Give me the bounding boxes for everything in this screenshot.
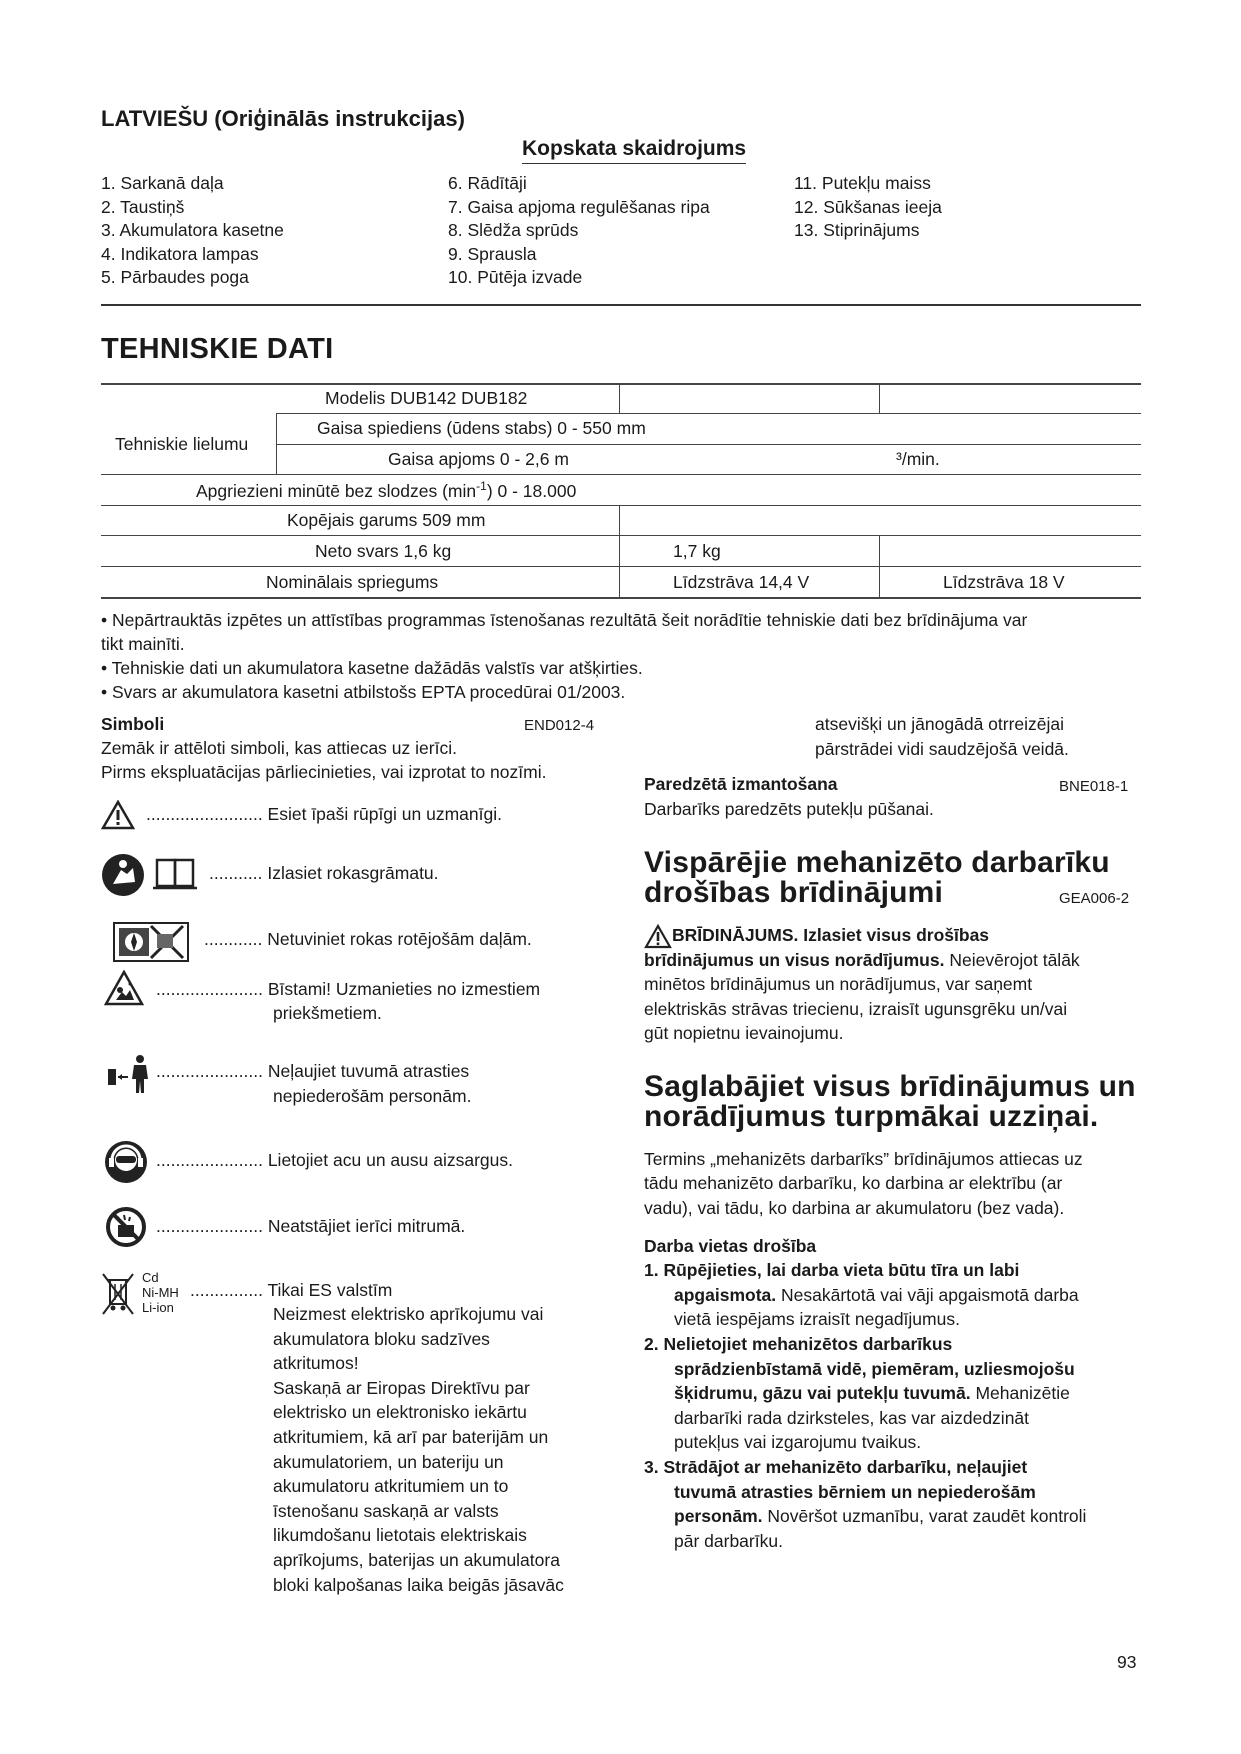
rule-2-line-3: šķidrumu, gāzu vai putekļu tuvumā. Mehanizētie: [674, 1383, 1070, 1403]
tech-table: [101, 383, 1141, 601]
general-safety-title-2: drošības brīdinājumi: [644, 876, 944, 909]
warning-icon: [644, 924, 672, 949]
symbol-text-moisture: ...................... Neatstājiet ierīci mitrumā.: [156, 1216, 466, 1236]
warning-triangle-icon: [101, 800, 135, 830]
table-line: [101, 505, 1141, 506]
rule-2-line-2: sprādzienbīstamā vidē, piemēram, uzliesmojošu: [674, 1359, 1075, 1379]
rule-3-line-2: tuvumā atrasties bērniem un nepiederošām: [674, 1482, 1036, 1502]
no-moisture-icon: [106, 1207, 146, 1247]
eu-text-line: akumulatoriem, un bateriju un: [273, 1451, 504, 1472]
part-item: 8. Slēdža sprūds: [448, 220, 579, 240]
part-item: 2. Taustiņš: [101, 196, 185, 217]
part-item: 13. Stiprinājums: [794, 220, 920, 240]
crossed-bin-icon: [101, 1270, 137, 1316]
part-item: 1. Sarkanā daļa: [101, 173, 224, 193]
eu-text-line: Saskaņā ar Eiropas Direktīvu par: [273, 1377, 530, 1398]
length-row: Kopējais garums 509 mm: [287, 510, 486, 530]
part-item: 12. Sūkšanas ieeja: [794, 196, 942, 217]
eu-text-line: Neizmest elektrisko aprīkojumu vai: [273, 1304, 544, 1324]
term-line-2: tādu mehanizēto darbarīku, ko darbina ar elektrību (ar: [644, 1173, 1063, 1193]
save-instructions-title-1: Saglabājiet visus brīdinājumus un: [644, 1070, 1136, 1103]
rule-1-line-2: apgaismota. Nesakārtotā vai vāji apgaismotā darba: [674, 1285, 1079, 1305]
intended-use-text: Darbarīks paredzēts putekļu pūšanai.: [644, 799, 934, 819]
intended-use-code: BNE018-1: [1059, 778, 1129, 795]
table-line: [619, 383, 620, 413]
rule-3-line-3: personām. Novēršot uzmanību, varat zaudēt kontroli: [674, 1506, 1087, 1526]
air-volume: Gaisa apjoms 0 - 2,6 m: [388, 449, 569, 469]
thrown-objects-icon: [104, 970, 144, 1006]
warning-line-3: minētos brīdinājumus un norādījumus, var saņemt: [644, 974, 1033, 994]
intended-use-title: Paredzētā izmantošana: [644, 774, 838, 794]
tech-title: TEHNISKIE DATI: [101, 333, 334, 365]
rule-2-line-4: darbarīki rada dzirksteles, kas var aizdedzināt: [674, 1408, 1030, 1428]
symbols-intro-1: Zemāk ir attēloti simboli, kas attiecas uz ierīci.: [101, 738, 457, 758]
read-manual-icon: [101, 852, 201, 898]
voltage-b: Līdzstrāva 18 V: [943, 572, 1065, 592]
bystander-icon: [106, 1053, 152, 1095]
term-line-3: vadu), vai tādu, ko darbina ar akumulatoru (bez vada).: [644, 1198, 1065, 1218]
rule-2-line-5: putekļus vai izgarojumu tvaikus.: [674, 1432, 922, 1452]
symbol-text-thrown-2: priekšmetiem.: [273, 1003, 382, 1023]
voltage-a: Līdzstrāva 14,4 V: [673, 572, 810, 592]
rule-3-line-1: 3. Strādājot ar mehanizēto darbarīku, neļaujiet: [644, 1457, 1028, 1477]
part-item: 9. Sprausla: [448, 243, 537, 264]
term-line-1: Termins „mehanizēts darbarīks” brīdinājumos attiecas uz: [644, 1149, 1083, 1169]
air-volume-unit: ³/min.: [896, 449, 940, 469]
table-line: [276, 413, 277, 474]
table-line: [276, 413, 1141, 414]
table-line: [276, 444, 1141, 445]
eu-text-continued-2: pārstrādei vidi saudzējošā veidā.: [815, 739, 1069, 759]
table-line: [879, 383, 880, 413]
parts-column-3: [794, 172, 942, 243]
note-line: • Svars ar akumulatora kasetni atbilstošs EPTA procedūrai 01/2003.: [101, 682, 626, 702]
rpm-row: Apgriezieni minūtē bez slodzes $(\min^{-1})$ 0 - 18.000: [196, 479, 577, 501]
symbols-code: END012-4: [524, 717, 595, 734]
part-item: 10. Pūtēja izvade: [448, 267, 583, 287]
warning-heading-1: BRĪDINĀJUMS. Izlasiet visus drošības: [672, 925, 990, 945]
model-row: Modelis DUB142 DUB182: [325, 388, 528, 408]
table-line: [101, 535, 1141, 536]
parts-column-1: [101, 172, 284, 290]
table-line: [101, 597, 1141, 599]
table-line: [879, 535, 880, 597]
note-line: • Tehniskie dati un akumulatora kasetne dažādās valstīs var atšķirties.: [101, 658, 643, 678]
note-line: tikt mainīti.: [101, 634, 185, 654]
part-item: 5. Pārbaudes poga: [101, 267, 249, 287]
battery-types: [142, 1270, 179, 1315]
symbol-text-eu: ............... Tikai ES valstīm: [190, 1280, 393, 1300]
eu-text-line: bloki kalpošanas laika beigās jāsavāc: [273, 1574, 564, 1595]
symbol-text-protection: ...................... Lietojiet acu un ausu aizsargus.: [156, 1150, 513, 1170]
battery-type-label: Cd: [142, 1270, 159, 1285]
weight-b: 1,7 kg: [673, 541, 721, 561]
symbols-intro-2: Pirms ekspluatācijas pārliecinieties, vai izprotat to nozīmi.: [101, 762, 547, 782]
eu-text-line: aprīkojums, baterijas un akumulatora: [273, 1549, 560, 1570]
note-line: • Nepārtrauktās izpētes un attīstības programmas īstenošanas rezultātā šeit norādītie tehniskie dati bez brīdinājuma var: [101, 610, 1028, 630]
eu-text-line: akumulatora bloku sadzīves: [273, 1328, 490, 1349]
parts-column-2: [448, 172, 710, 290]
eu-text-line: likumdošanu lietotais elektriskais: [273, 1525, 527, 1546]
eu-disposal-text: [273, 1302, 564, 1597]
language-title: LATVIEŠU (Oriģinālās instrukcijas): [101, 106, 465, 131]
symbol-text-thrown: ...................... Bīstami! Uzmanieties no izmestiem: [156, 979, 541, 999]
symbols-title: Simboli: [101, 714, 165, 734]
symbol-text-manual: ........... Izlasiet rokasgrāmatu.: [209, 863, 439, 883]
rule-2-line-1: 2. Nelietojiet mehanizētos darbarīkus: [644, 1334, 953, 1354]
symbol-text-bystanders: ...................... Neļaujiet tuvumā atrasties: [156, 1061, 470, 1081]
group-label: Tehniskie lielumu: [115, 434, 249, 454]
tech-notes: [101, 608, 1141, 704]
save-instructions-title-2: norādījumus turpmākai uzziņai.: [644, 1100, 1099, 1133]
symbol-text-rotating: ............ Netuviniet rokas rotējošām daļām.: [204, 929, 532, 949]
part-item: 7. Gaisa apjoma regulēšanas ripa: [448, 196, 710, 217]
part-item: 6. Rādītāji: [448, 173, 527, 193]
air-pressure: Gaisa spiediens (ūdens stabs) 0 - 550 mm: [317, 418, 646, 438]
page-number: 93: [1117, 1652, 1137, 1672]
work-area-title: Darba vietas drošība: [644, 1236, 817, 1256]
table-line: [101, 566, 1141, 567]
battery-type-label: Ni-MH: [142, 1285, 179, 1300]
symbol-text-bystanders-2: nepiederošām personām.: [273, 1086, 472, 1106]
eu-text-line: akumulatoru atkritumiem un to: [273, 1476, 509, 1497]
rotating-parts-icon: [113, 922, 189, 962]
rule-1-line-1: 1. Rūpējieties, lai darba vieta būtu tīra un labi: [644, 1260, 1020, 1280]
eu-text-line: atkritumiem, kā arī par baterijām un: [273, 1426, 549, 1447]
general-safety-code: GEA006-2: [1059, 890, 1130, 907]
voltage-label: Nominālais spriegums: [266, 572, 439, 592]
warning-line-5: gūt nopietnu ievainojumu.: [644, 1023, 844, 1043]
part-item: 4. Indikatora lampas: [101, 243, 259, 264]
eu-text-continued-1: atsevišķi un jānogādā otrreizējai: [815, 714, 1065, 734]
warning-line-4: elektriskās strāvas triecienu, izraisīt ugunsgrēku un/vai: [644, 999, 1068, 1019]
rule-3-line-4: pār darbarīku.: [674, 1531, 783, 1551]
warning-line-2: brīdinājumus un visus norādījumus. Neievērojot tālāk: [644, 950, 1080, 970]
rule-1-line-3: vietā iespējams izraisīt negadījumus.: [674, 1309, 960, 1329]
general-safety-title-1: Vispārējie mehanizēto darbarīku: [644, 846, 1110, 879]
table-line: [619, 505, 620, 597]
eu-text-line: īstenošanu saskaņā ar valsts: [273, 1500, 499, 1521]
part-item: 11. Putekļu maiss: [794, 173, 931, 193]
eu-text-line: atkritumos!: [273, 1353, 359, 1374]
table-line: [101, 383, 1141, 385]
overview-title: Kopskata skaidrojums: [522, 137, 746, 164]
battery-type-label: Li-ion: [142, 1300, 174, 1315]
weight-a: Neto svars 1,6 kg: [315, 541, 452, 561]
symbol-text-caution: ........................ Esiet īpaši rūpīgi un uzmanīgi.: [146, 804, 502, 824]
divider: [101, 304, 1141, 306]
part-item: 3. Akumulatora kasetne: [101, 220, 284, 240]
table-line: [101, 474, 1141, 475]
eu-text-line: elektrisko un elektronisko iekārtu: [273, 1402, 527, 1423]
eye-ear-protection-icon: [104, 1140, 148, 1184]
